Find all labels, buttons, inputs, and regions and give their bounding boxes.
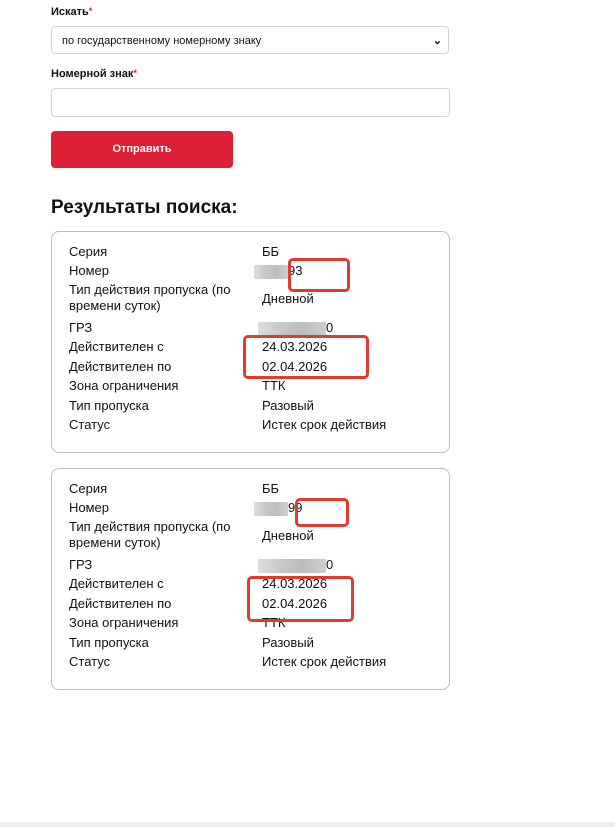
field-value: ББ <box>262 244 280 259</box>
field-label: Номер <box>69 263 110 278</box>
highlight-box <box>243 335 369 379</box>
highlight-box <box>288 258 350 292</box>
field-label: Номер <box>69 500 110 515</box>
redacted-block <box>254 265 288 279</box>
redacted-block <box>254 502 288 516</box>
submit-button[interactable]: Отправить <box>51 131 233 168</box>
field-value: Дневной <box>262 291 314 306</box>
field-label: Статус <box>69 417 111 432</box>
plate-input[interactable] <box>51 88 450 117</box>
results-title: Результаты поиска: <box>51 197 238 218</box>
field-value: 0 <box>326 557 334 572</box>
field-label: ГРЗ <box>69 320 93 335</box>
field-label: Тип пропуска <box>69 398 149 413</box>
field-label: Серия <box>69 244 108 259</box>
field-value: 24.03.2026 <box>262 339 328 354</box>
field-value: ТТК <box>262 378 286 393</box>
field-label: Серия <box>69 481 108 496</box>
field-label: ГРЗ <box>69 557 93 572</box>
field-value: Истек срок действия <box>262 417 387 432</box>
highlight-box <box>295 498 349 527</box>
field-value: 02.04.2026 <box>262 359 328 374</box>
field-value: 0 <box>326 320 334 335</box>
field-value: ТТК <box>262 615 286 630</box>
field-value: Дневной <box>262 528 314 543</box>
field-value: Истек срок действия <box>262 654 387 669</box>
field-label: Действителен по <box>69 596 172 611</box>
field-label: Тип пропуска <box>69 635 149 650</box>
redacted-block <box>258 322 326 336</box>
field-value: Разовый <box>262 398 314 413</box>
field-label: Действителен с <box>69 576 164 591</box>
field-value: 02.04.2026 <box>262 596 328 611</box>
field-value: ББ <box>262 481 280 496</box>
search-label: Искать* <box>51 6 93 18</box>
field-value: 93 <box>288 263 303 278</box>
field-label: Зона ограничения <box>69 615 179 630</box>
field-value: 99 <box>288 500 303 515</box>
field-label: Статус <box>69 654 111 669</box>
plate-label: Номерной знак* <box>51 68 137 80</box>
field-label: Действителен по <box>69 359 172 374</box>
field-label: Действителен с <box>69 339 164 354</box>
field-label: Тип действия пропуска (по времени суток) <box>69 282 231 313</box>
field-value: Разовый <box>262 635 314 650</box>
search-type-select[interactable]: по государственному номерному знаку ⌄ <box>51 26 449 54</box>
footer-strip <box>0 822 615 827</box>
field-label: Тип действия пропуска (по времени суток) <box>69 519 231 550</box>
field-value: 24.03.2026 <box>262 576 328 591</box>
redacted-block <box>258 559 326 573</box>
field-label: Зона ограничения <box>69 378 179 393</box>
chevron-down-icon: ⌄ <box>432 35 442 47</box>
highlight-box <box>247 576 354 622</box>
